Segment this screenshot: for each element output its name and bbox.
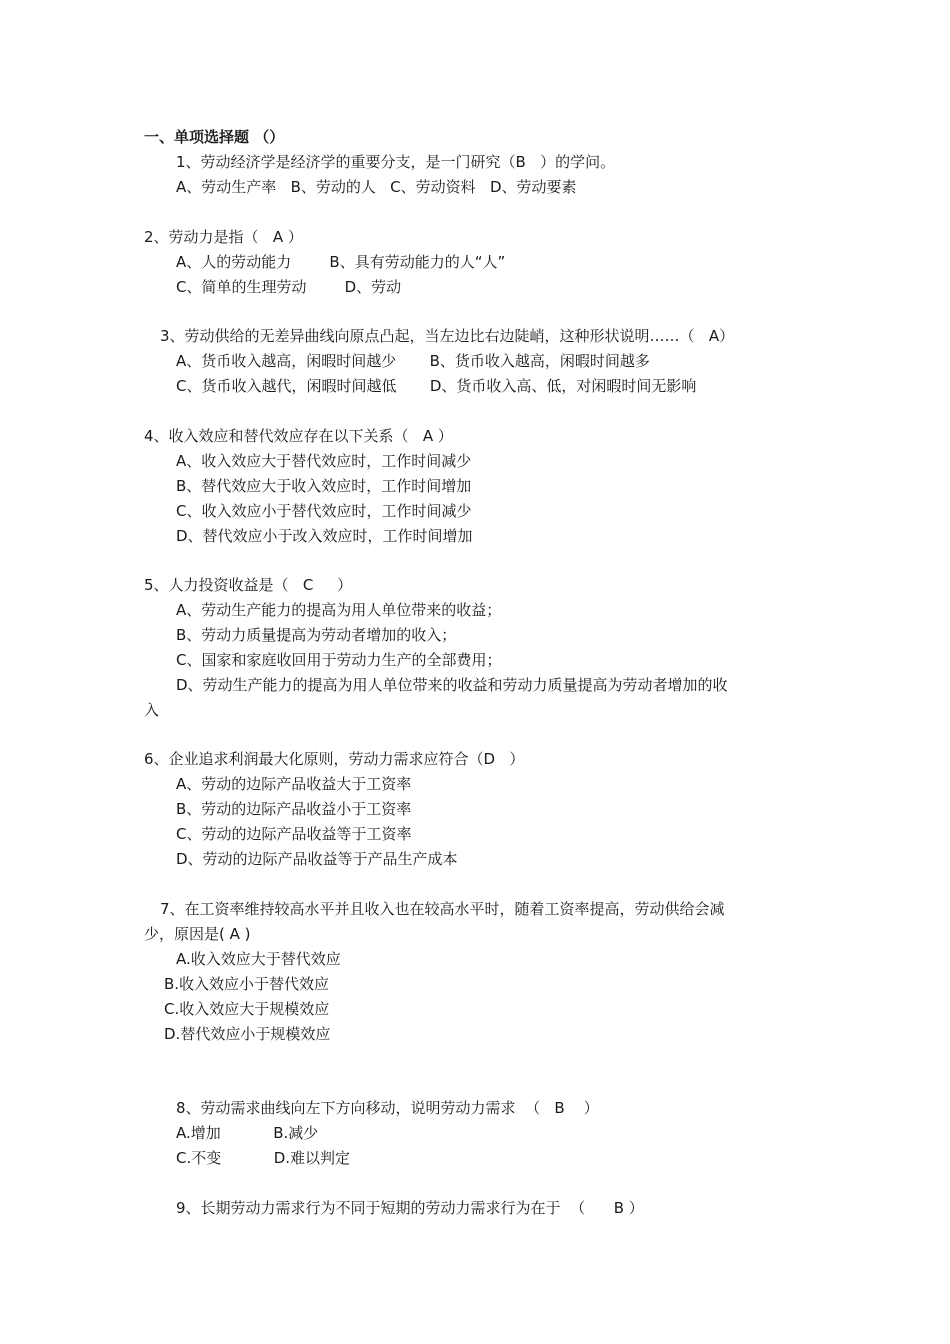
question-6-option-a: A、劳动的边际产品收益大于工资率 [176,775,412,793]
question-5-option-d-continuation: 入 [144,701,160,719]
question-7-option-d: D.替代效应小于规模效应 [164,1025,331,1043]
section-title: 一、单项选择题 （） [144,128,285,146]
question-6-option-b: B、劳动的边际产品收益小于工资率 [176,800,412,818]
question-4-option-c: C、收入效应小于替代效应时，工作时间减少 [176,502,472,520]
question-8-stem: 8、劳动需求曲线向左下方向移动，说明劳动力需求 （ B ） [176,1099,599,1117]
question-4-stem: 4、收入效应和替代效应存在以下关系（ A ） [144,427,453,445]
question-5-stem: 5、人力投资收益是（ C ） [144,576,353,594]
question-5-option-a: A、劳动生产能力的提高为用人单位带来的收益； [176,601,502,619]
question-7-stem-continuation: 少，原因是( A ) [144,925,251,943]
question-7-option-b: B.收入效应小于替代效应 [164,975,330,993]
question-2-option-row-1: A、人的劳动能力 B、具有劳动能力的人“人” [176,253,506,271]
question-2-stem: 2、劳动力是指（ A ） [144,228,303,246]
question-4-option-a: A、收入效应大于替代效应时，工作时间减少 [176,452,472,470]
question-1-stem: 1、劳动经济学是经济学的重要分支，是一门研究（B ）的学问。 [176,153,616,171]
question-4-option-b: B、替代效应大于收入效应时，工作时间增加 [176,477,472,495]
question-3-stem: 3、劳动供给的无差异曲线向原点凸起，当左边比右边陡峭，这种形状说明……（ A） [160,327,735,345]
question-3-option-row-2: C、货币收入越代，闲暇时间越低 D、货币收入高、低，对闲暇时间无影响 [176,377,697,395]
question-3-option-row-1: A、货币收入越高，闲暇时间越少 B、货币收入越高，闲暇时间越多 [176,352,650,370]
question-6-option-d: D、劳动的边际产品收益等于产品生产成本 [176,850,458,868]
question-8-option-row-1: A.增加 B.减少 [176,1124,319,1142]
question-7-option-c: C.收入效应大于规模效应 [164,1000,330,1018]
question-8-option-row-2: C.不变 D.难以判定 [176,1149,351,1167]
question-4-option-d: D、替代效应小于改入效应时，工作时间增加 [176,527,473,545]
question-9-stem: 9、长期劳动力需求行为不同于短期的劳动力需求行为在于 （ B ） [176,1199,644,1217]
question-7-stem: 7、在工资率维持较高水平并且收入也在较高水平时，随着工资率提高，劳动供给会减 [160,900,725,918]
question-5-option-b: B、劳动力质量提高为劳动者增加的收入； [176,626,457,644]
question-5-option-d: D、劳动生产能力的提高为用人单位带来的收益和劳动力质量提高为劳动者增加的收 [176,676,728,694]
question-1-options: A、劳动生产率 B、劳动的人 C、劳动资料 D、劳动要素 [176,178,577,196]
question-6-stem: 6、企业追求利润最大化原则，劳动力需求应符合（D ） [144,750,525,768]
question-6-option-c: C、劳动的边际产品收益等于工资率 [176,825,412,843]
question-7-option-a: A.收入效应大于替代效应 [176,950,341,968]
question-5-option-c: C、国家和家庭收回用于劳动力生产的全部费用； [176,651,502,669]
question-2-option-row-2: C、简单的生理劳动 D、劳动 [176,278,402,296]
